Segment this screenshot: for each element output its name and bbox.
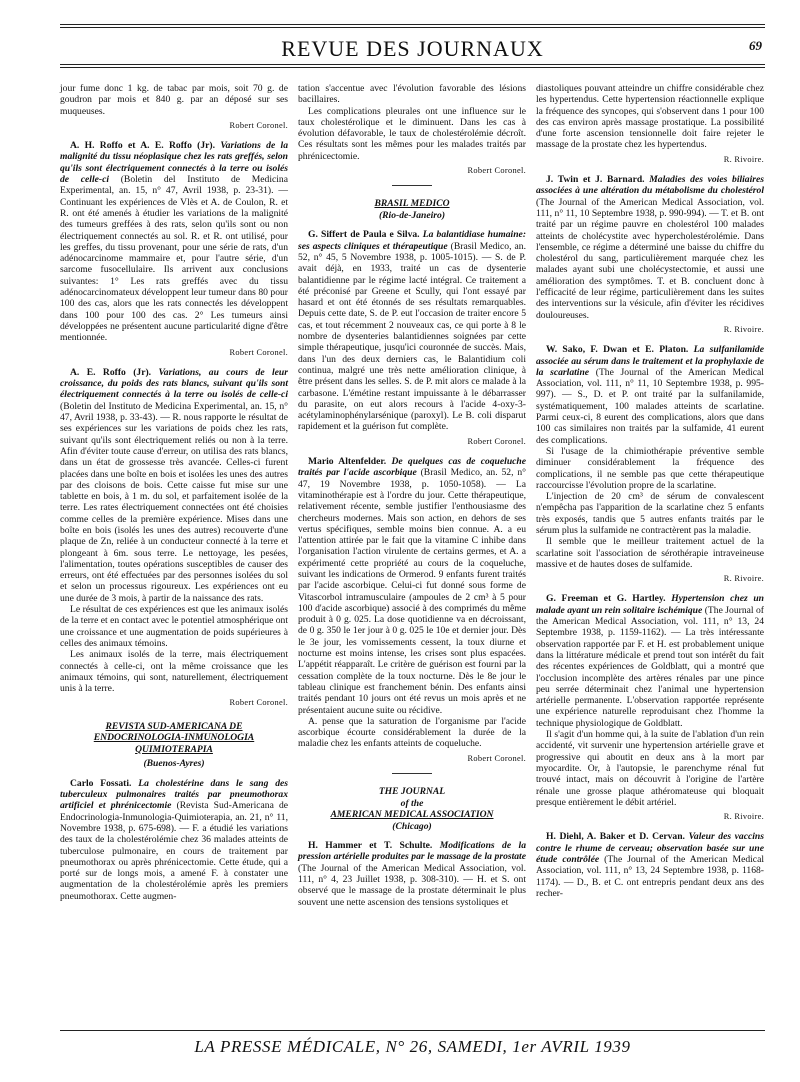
journal-city: (Rio-de-Janeiro): [378, 209, 446, 221]
page-footer: LA PRESSE MÉDICALE, N° 26, SAMEDI, 1er AVRIL 1939: [194, 1037, 631, 1056]
paragraph: jour fume donc 1 kg. de tabac par mois, soit 70 g. de goudron par mois et 840 g. par an déposé sur ses muqueuses.: [60, 83, 288, 117]
review-body: (Boletin del Instituto de Medicina Experimental, an. 15, n° 47, Avril 1938, p. 23-31). — Continuant les expériences de Vlès et A. de Coulon, R. et R. ont été amenés à étudier les variations de la malignité des tumeurs greffées à des rats, selon qu'ils sont ou non électriquement connectés au sol. R. et R. ont utilisé, pour les greffes, du tissu provenant, pour une série de rats, d'un adénocarcinome mammaire et, pour l'autre série, d'un sarcome fusocellulaire. Ils arrivent aux conclusions suivantes: 1° Les rats greffés avec du tissu adénocarcinomateux développent leur tumeur dans 80 pour 100 des cas, alors que les rats connectés les développent dans 100 pour 100 des cas. 2° Les tumeurs ainsi développées ne présentent aucune particularité digne d'être mentionnée.: [60, 174, 288, 344]
header-rule-bottom: [60, 64, 765, 65]
review-title: Hypertension chez un malade ayant un rein solitaire ischémique: [536, 593, 764, 616]
review-authors: J. Twin et J. Barnard.: [546, 174, 645, 186]
paragraph: Les complications pleurales ont une influence sur le taux cholestérolique et le diminuent. Dans les cas à évolution défavorable, le taux de cholestérolémie décroît. Ces résultats sont les mêmes pour les malades traités par phrénicectomie.: [298, 105, 526, 162]
review-title: Maladies des voies biliaires associées à une altération du métabolisme du cholestérol: [536, 174, 764, 197]
signature: Robert Coronel.: [229, 347, 288, 357]
journal-heading: [298, 786, 526, 832]
review-authors: A. E. Roffo (Jr).: [70, 366, 152, 378]
review-entry: [536, 831, 764, 899]
section-divider: [392, 185, 432, 186]
signature: Robert Coronel.: [229, 698, 288, 708]
review-entry: [298, 229, 526, 432]
signature: R. Rivoire.: [723, 154, 764, 164]
footer-rule: [60, 1030, 765, 1031]
review-authors: H. Diehl, A. Baker et D. Cervan.: [546, 831, 685, 843]
paragraph: A. pense que la saturation de l'organisme par l'acide ascorbique écourte considérablement la durée de la maladie chez les enfants atteints de coqueluche.: [298, 715, 526, 750]
signature: Robert Coronel.: [467, 753, 526, 763]
review-body: (The Journal of the American Medical Association, vol. 111, n° 11, 10 Septembre 1938, p. 990-994). — T. et B. ont traité par un régime pauvre en cholestérol 100 malades atteints de cholécystite avec hypercholestérolémie. Dans l'ensemble, ce régime a déterminé une baisse du chiffre du cholestérol du sang, particulièrement marquée chez les malades ayant subi une cholécystectomie, et aussi une amélioration des symptômes. T. et B. concluent donc à l'efficacité de leur régime, particulièrement dans les suites des interventions sur la vésicule, afin d'éviter les récidives douloureuses.: [536, 196, 764, 321]
review-title: Variations, au cours de leur croissance, du poids des rats blancs, suivant qu'ils sont électriquement connectés à la terre ou isolés de celle-ci: [60, 366, 288, 401]
review-entry: [60, 140, 288, 343]
header-rule-top-2: [60, 27, 765, 28]
review-title: La cholestérine dans le sang des tuberculeux pulmonaires traités par pneumothorax artificiel et phrénicectomie: [60, 777, 289, 812]
review-entry: [536, 344, 764, 446]
journal-heading: [60, 721, 288, 770]
review-body: (The Journal of the American Medical Association, vol. 111, n° 13, 24 Septembre 1938, p. 1159-1162). — La très intéressante observation rapportée par F. et H. est probablement unique dans la littérature médicale et prend tout son intérêt du fait des récentes expériences de Goldblatt, qui a montré que l'occlusion incomplète des artères rénales par une pince peu serrée déterminait chez l'animal une hypertension artérielle permanente. L'observation rapportée représente une expérience naturelle reproduisant chez l'homme la technique physiologique de Goldblatt.: [536, 604, 764, 729]
paragraph: tation s'accentue avec l'évolution favorable des lésions bacillaires.: [298, 83, 526, 106]
article-columns: [60, 83, 765, 908]
paragraph: diastoliques pouvant atteindre un chiffre considérable chez les hypertendus. Cette hypertension réactionnelle explique la fréquence des syncopes, qui s'observent dans 1 pour 100 des cas environ après massage prostatique. La possibilité d'une forte ascension tensionnelle doit faire rejeter le massage de la prostate chez les hypertendus.: [536, 83, 764, 151]
review-authors: A. H. Roffo et A. E. Roffo (Jr).: [70, 140, 216, 152]
signature: Robert Coronel.: [229, 120, 288, 130]
paragraph: Le résultat de ces expériences est que les animaux isolés de la terre et en contact avec le potentiel atmosphérique ont une croissance et une augmentation de poids supérieures à celles des animaux témoins.: [60, 604, 289, 649]
review-entry: [60, 778, 288, 902]
column-2: [298, 83, 526, 908]
journal-name-line: AMERICAN MEDICAL ASSOCIATION: [330, 809, 494, 821]
journal-city: (Chicago): [392, 820, 432, 832]
review-entry: [298, 840, 526, 908]
signature: R. Rivoire.: [723, 324, 764, 334]
journal-name-line: of the: [400, 797, 424, 809]
paragraph: Il semble que le meilleur traitement actuel de la scarlatine soit l'association de sérothérapie intraveineuse massive et de hautes doses de sulfamide.: [536, 536, 764, 570]
review-authors: W. Sako, F. Dwan et E. Platon.: [546, 344, 689, 356]
page-number: 69: [749, 38, 762, 53]
review-authors: G. Siffert de Paula e Silva.: [308, 229, 420, 241]
paragraph: L'injection de 20 cm³ de sérum de convalescent n'empêcha pas l'apparition de la scarlatine chez 5 enfants très exposés, tandis que 5 autres enfants traités par le sérum plus la sulfamide ne contractèrent pas la maladie.: [536, 491, 764, 536]
signature: R. Rivoire.: [723, 812, 764, 822]
signature: Robert Coronel.: [467, 436, 526, 446]
review-entry: [60, 367, 288, 604]
review-body: (Brasil Medico, an. 52, n° 47, 19 Novembre 1938, p. 1050-1058). — La vitaminothérapie est à l'ordre du jour. Cette thérapeutique, relativement récente, semble justifier l'enthousiasme des chercheurs modernes. Mais son action, en dehors de ses vertus spécifiques, semble moins bien connue. A. a eu l'attention attirée par le fait que la vitamine C inhibe dans l'organisation l'action virulente de certains germes, et A. a expérimenté cette propriété au cours de la coqueluche, suivant les indications de Ormerod. 9 enfants furent traités par l'acide ascorbique. Celui-ci fut donné sous forme de Vitascorbol intramusculaire (ampoules de 2 cm³ à 5 pour 100 d'acide ascorbique) associé à des comprimés du même produit à 0 g. 025. La dose quotidienne va en décroissant, de 0 g. 350 le 1er jour à 0 g. 025 le 10e et dernier jour. Dès le 3e jour, les vomissements cessent, la toux diurne et nocturne est moins intense, les crises sont plus espacées. L'appétit réapparaît. Le critère de guérison est fourni par la cessation complète de la toux nocturne. Dès le 8e jour le tableau clinique est franchement bénin. Des enfants ainsi traités pendant 10 jours ont été revus un mois après et ne présentaient aucune suite ou récidive.: [298, 467, 526, 716]
column-1: [60, 83, 288, 908]
review-title: La sulfanilamide associée au sérum dans le traitement et la prophylaxie de la scarlatine: [536, 344, 764, 378]
review-body: (Boletin del Instituto de Medicina Experimental, an. 15, n° 47, Avril 1938, p. 33-43). — R. nous rapporte le résultat de ses expériences sur les variations de poids chez les rats, suivant qu'ils sont électriquement reliés ou non à la terre. Afin d'éviter toute cause d'erreur, on utilisa des rats blancs, dans un état de grossesse très avancée. Celles-ci furent placées dans une boîte en bois et isolées les unes des autres par des cloisons de bois. Cette caisse fut mise sur une tablette en bois, à 1 m. du sol, et parfaitement isolée de la terre. Les rates électriquement connectées ont été choisies comme celles de la première expérience. Mises dans une boîte en bois (isolés les unes des autres) recouverte d'une plaque de Zn, reliée à un conducteur connecté à la terre et plongeant à 6m. sous terre. Le nettoyage, les pesées, l'alimentation, toutes opérations susceptibles de causer des erreurs, ont été effectuées par des personnes isolées du sol et selon un processus rigoureux. Les expériences ont eu une durée de 3 mois, à partir de la naissance des rats.: [60, 400, 288, 604]
signature: Robert Coronel.: [467, 166, 526, 176]
review-entry: [536, 593, 764, 729]
review-title: Valeur des vaccins contre le rhume de cerveau; observation basée sur une étude contrôlée: [536, 831, 764, 865]
running-header-title: REVUE DES JOURNAUX: [281, 36, 544, 61]
paragraph: Il s'agit d'un homme qui, à la suite de l'ablation d'un rein accidenté, vit survenir une hypertension artérielle grave et progressive qui aboutit en deux ans à la mort par myocardite. Or, à l'autopsie, le parenchyme rénal fut trouvé intact, mais on découvrit à l'origine de l'artère rénale une grosse plaque athéromateuse qui bloquait presque entièrement le débit artériel.: [536, 729, 764, 808]
review-title: De quelques cas de coqueluche traités par l'acide ascorbique: [298, 456, 527, 479]
journal-name: REVISTA SUD-AMERICANA DE ENDOCRINOLOGIA-INMUNOLOGIA QUIMIOTERAPIA: [93, 720, 255, 755]
review-body: (The Journal of the American Medical Association, vol. 111, n° 13, 24 Septembre 1938, p. 1168-1174). — D., B. et C. ont entrepris pendant deux ans des recher-: [536, 854, 764, 899]
review-title: Variations de la malignité du tissu néoplasique chez les rats greffés, selon qu'ils sont électriquement connectés à la terre ou isolés de celle-ci: [60, 140, 288, 186]
section-divider: [392, 773, 432, 774]
review-body: (Brasil Medico, an. 52, n° 45, 5 Novembre 1938, p. 1005-1015). — S. de P. avait déjà, en 1933, traité un cas de dysenterie balantidienne par le régime lacté intégral. Ce traitement a été préconisé par Greene et Scully, qui l'ont essayé par hasard et ont été étonnés de ses résultats remarquables. Depuis cette date, S. de P. eut l'occasion de traiter encore 5 cas, et tout récemment 2 nouveaux cas, ce qui porte à 8 le nombre de dysenteries balantidiennes soignées par cette simple thérapeutique, jusqu'ici couronnée de succès. Mais, dans l'un des deux derniers cas, le Balantidium coli continua, malgré une très nette amélioration clinique, à être présent dans les selles. S. de P. mit alors ce malade à la carbasone. L'émétine restant impuissante à le débarrasser du parasite, on eut alors recours à l'acide 4-oxy-3-acétylaminophénylarsénique (paroxyl). Le B. coli disparut rapidement et la guérison fut complète.: [298, 240, 526, 433]
review-body: (The Journal of the American Medical Association, vol. 111, n° 11, 10 Septembre 1938, p. 995-997). — S., D. et P. ont traité par la sulfanilamide, systématiquement, 100 malades atteints de scarlatine. Parmi ceux-ci, 8 eurent des complications, alors que dans 100 cas similaires non traités par la sulfamide, 41 eurent des complications.: [536, 366, 764, 446]
signature: R. Rivoire.: [723, 574, 764, 584]
review-authors: Mario Altenfelder.: [308, 456, 387, 468]
review-title: Modifications de la pression artérielle produites par le massage de la prostate: [298, 840, 527, 863]
review-entry: [536, 174, 764, 321]
journal-name: BRASIL MEDICO: [374, 198, 450, 210]
paragraph: Les animaux isolés de la terre, mais électriquement connectés à celle-ci, ont la même croissance que les animaux témoins, qui sont, naturellement, électriquement unis à la terre.: [60, 649, 288, 695]
journal-name-line: THE JOURNAL: [378, 786, 446, 798]
header-rule-top: [60, 24, 765, 25]
journal-city: (Buenos-Ayres): [143, 758, 205, 770]
review-authors: H. Hammer et T. Schulte.: [308, 840, 433, 852]
review-body: (Revista Sud-Americana de Endocrinologia-Inmunologia-Quimioterapia, an. 21, n° 11, Novembre 1938, p. 675-698). — F. a étudié les variations des taux de la cholestérolémie chez 36 malades atteints de tuberculose pulmonaire, en cours de traitement par pneumothorax ou après phrénicectomie. Cette étude, qui a porté sur de longs mois, a amené F. à constater une augmentation de la cholestérolémie après les premiers pneumothorax. Cette augmen-: [60, 800, 288, 902]
review-authors: G. Freeman et G. Hartley.: [546, 593, 666, 605]
journal-heading: [298, 198, 526, 221]
column-3: [536, 83, 764, 908]
review-authors: Carlo Fossati.: [70, 777, 132, 789]
review-title: La balantidiase humaine: ses aspects cliniques et thérapeutique: [298, 229, 527, 252]
paragraph: Si l'usage de la chimiothérapie préventive semble diminuer considérablement la fréquence des complications, il ne semble pas que cette thérapeutique raccourcisse l'évolution propre de la scarlatine.: [536, 445, 764, 491]
header-rule-bottom-2: [60, 67, 765, 68]
review-entry: [298, 456, 526, 716]
review-body: (The Journal of the American Medical Association, vol. 111, n° 4, 23 Juillet 1938, p. 308-310). — H. et S. ont observé que le massage de la prostate déterminait le plus souvent une nette ascension des tensions systoliques et: [298, 862, 526, 908]
